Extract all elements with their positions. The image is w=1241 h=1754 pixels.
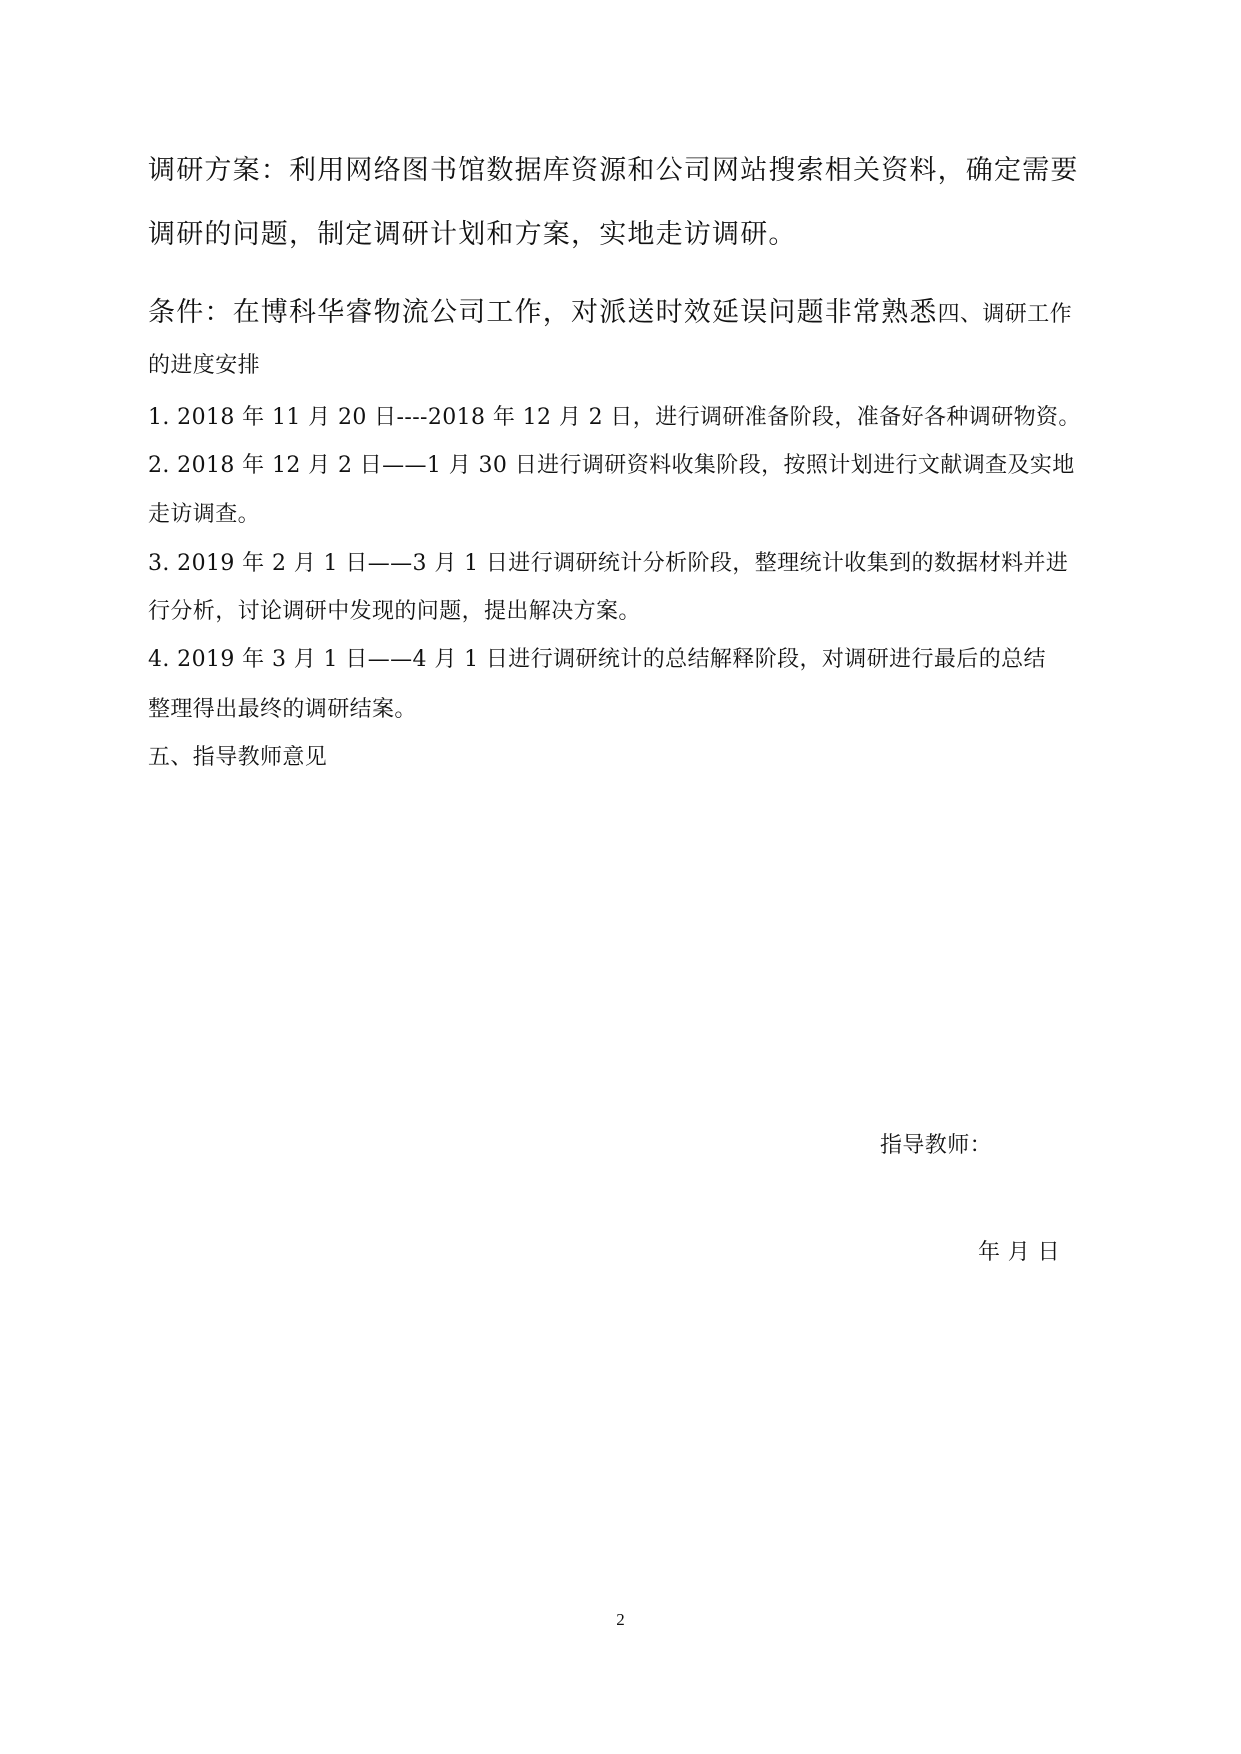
schedule-item-3-line-1: 3. 2019 年 2 月 1 日——3 月 1 日进行调研统计分析阶段，整理统计收集到的数据材料并进	[148, 551, 1069, 576]
advisor-signature-label: 指导教师：	[880, 1133, 993, 1158]
schedule-item-4-line-1: 4. 2019 年 3 月 1 日——4 月 1 日进行调研统计的总结解释阶段，对调研进行最后的总结	[148, 647, 1046, 672]
schedule-item-2-line-1: 2. 2018 年 12 月 2 日——1 月 30 日进行调研资料收集阶段，按照计划进行文献调查及实地	[148, 453, 1075, 478]
section-5-heading: 五、指导教师意见	[148, 745, 328, 770]
method-line-2: 调研的问题，制定调研计划和方案，实地走访调研。	[148, 219, 797, 250]
method-line-1: 调研方案：利用网络图书馆数据库资源和公司网站搜索相关资料，确定需要	[148, 155, 1079, 186]
schedule-item-4-line-2: 整理得出最终的调研结案。	[148, 697, 417, 722]
schedule-item-3-line-2: 行分析，讨论调研中发现的问题，提出解决方案。	[148, 599, 641, 624]
conditions-text: 条件：在博科华睿物流公司工作，对派送时效延误问题非常熟悉	[148, 297, 938, 328]
schedule-item-2-line-2: 走访调查。	[148, 502, 261, 527]
schedule-item-1: 1. 2018 年 11 月 20 日----2018 年 12 月 2 日，进行调研准备阶段，准备好各种调研物资。	[148, 405, 1081, 430]
section-4-heading-start: 四、调研工作	[937, 302, 1073, 327]
signature-date: 年 月 日	[978, 1240, 1060, 1265]
conditions-line	[148, 290, 1072, 329]
page-number: 2	[616, 1610, 625, 1629]
section-4-heading-end: 的进度安排	[148, 353, 261, 378]
